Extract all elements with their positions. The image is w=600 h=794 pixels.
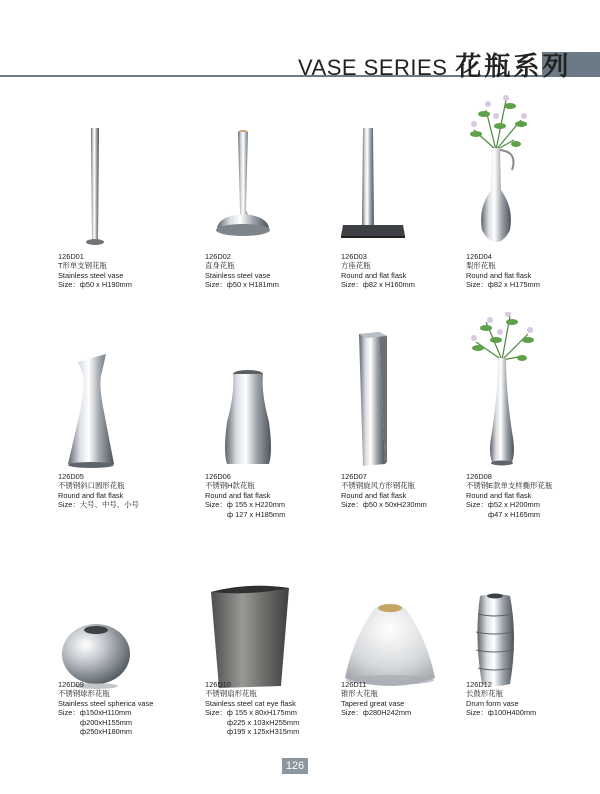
product-size: Size：ф50 x H190mm — [58, 280, 132, 290]
vase-image-126D03 — [341, 90, 476, 250]
title-cn: 花瓶系列 — [455, 51, 572, 81]
caption-126D07: 126D07 不锈钢旋风方形钢花瓶 Round and flat flask Size：ф50 x 50xH230mm — [341, 472, 427, 510]
caption-126D05: 126D05 不锈钢斜口圆形花瓶 Round and flat flask Size：大号、中号、小号 — [58, 472, 139, 510]
vase-image-126D02 — [205, 90, 340, 250]
caption-126D06: 126D06 不锈钢H款花瓶 Round and flat flask Size：ф 155 x H220mm ф 127 x H185mm — [205, 472, 286, 519]
vase-image-126D04 — [466, 90, 600, 250]
caption-126D10: 126D10 不锈钢扇形花瓶 Stainless steel cat eye flask Size：ф 155 x 80xH175mm ф225 x 103xH255mm ф195 x 125xH315mm — [205, 680, 300, 737]
title-en: VASE SERIES — [298, 55, 448, 80]
product-name-en: Stainless steel vase — [58, 270, 124, 280]
vase-image-126D01 — [58, 90, 193, 250]
caption-126D11: 126D11 锥形大花瓶 Tapered great vase Size：ф280H242mm — [341, 680, 412, 718]
vase-image-126D08 — [466, 312, 600, 472]
caption-126D04: 126D04 梨形花瓶 Round and flat flask Size：ф82 x H175mm — [466, 252, 540, 290]
page-number: 126 — [282, 758, 308, 774]
vase-image-126D06 — [205, 312, 340, 472]
caption-126D03: 126D03 方座花瓶 Round and flat flask Size：ф82 x H160mm — [341, 252, 415, 290]
page-title — [298, 46, 571, 83]
caption-126D12: 126D12 长鼓形花瓶 Drum form vase Size：ф100H400mm — [466, 680, 537, 718]
caption-126D02: 126D02 直身花瓶 Stainless steel vase Size：ф50 x H181mm — [205, 252, 279, 290]
caption-126D08: 126D08 不锈钢E款单支样椭形花瓶 Round and flat flask Size：ф52 x H200mm ф47 x H165mm — [466, 472, 553, 519]
vase-image-126D05 — [58, 312, 193, 472]
caption-126D01 — [58, 252, 198, 290]
product-name-cn: T形单支钢花瓶 — [58, 261, 107, 271]
product-code: 126D01 — [58, 252, 84, 261]
vase-image-126D07 — [341, 312, 476, 472]
caption-126D09: 126D09 不锈钢球形花瓶 Stainless steel spherica vase Size：ф150xH110mm ф200xH155mm ф250xH180mm — [58, 680, 154, 737]
